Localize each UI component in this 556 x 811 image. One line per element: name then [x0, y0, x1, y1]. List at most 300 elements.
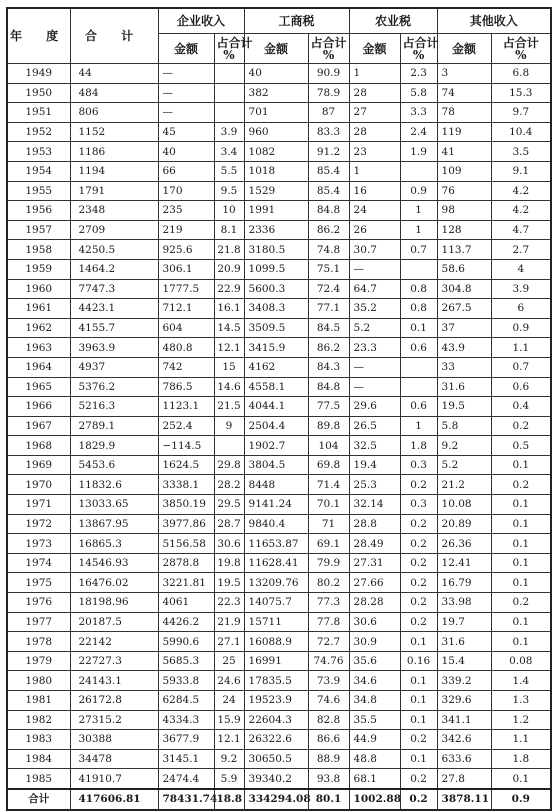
amount-cell: 34.8: [349, 691, 400, 711]
amount-cell: 219: [158, 220, 214, 240]
pct-cell: 4.2: [491, 181, 551, 201]
pct-cell: 15.3: [491, 83, 551, 103]
amount-cell: 30.7: [349, 240, 400, 260]
pct-cell: 21.8: [214, 240, 244, 260]
total-cell: 4155.7: [70, 318, 158, 338]
amount-cell: 19.7: [437, 612, 491, 632]
year-cell: 1980: [7, 671, 70, 691]
total-cell: 14546.93: [70, 553, 158, 573]
pct-cell: 1.2: [491, 710, 551, 730]
pct-subheader-line2: %: [223, 47, 235, 62]
total-cell: 5376.2: [70, 377, 158, 397]
pct-cell: 0.1: [400, 671, 437, 691]
amount-cell: 3850.19: [158, 495, 214, 515]
amount-cell: 76: [437, 181, 491, 201]
amount-cell: 64.7: [349, 279, 400, 299]
amount-cell: 2474.4: [158, 769, 214, 789]
amount-cell: 48.8: [349, 749, 400, 769]
amount-cell: 32.14: [349, 495, 400, 515]
amount-cell: 30.6: [349, 612, 400, 632]
table-row: [7, 318, 551, 338]
amount-cell: 11653.87: [244, 534, 308, 554]
table-row: [7, 730, 551, 750]
amount-cell: 29.6: [349, 397, 400, 417]
pct-cell: 10.4: [491, 122, 551, 142]
pct-cell: 0.2: [400, 514, 437, 534]
amount-cell: 19523.9: [244, 691, 308, 711]
revenue-table-container: [6, 7, 550, 811]
amount-cell: 304.8: [437, 279, 491, 299]
table-row: [7, 612, 551, 632]
amount-cell: 329.6: [437, 691, 491, 711]
amount-cell: 37: [437, 318, 491, 338]
pct-cell: 86.2: [308, 220, 349, 240]
pct-cell: 3.5: [491, 142, 551, 162]
table-row: [7, 181, 551, 201]
pct-cell: 2.7: [491, 240, 551, 260]
pct-cell: 1.3: [491, 691, 551, 711]
year-cell: 1959: [7, 259, 70, 279]
total-cell: 5216.3: [70, 397, 158, 417]
pct-cell: 89.8: [308, 416, 349, 436]
pct-cell: 90.9: [308, 64, 349, 84]
pct-cell: 72.7: [308, 632, 349, 652]
total-cell: 4423.1: [70, 299, 158, 319]
total-cell: 34478: [70, 749, 158, 769]
pct-cell: 86.2: [308, 338, 349, 358]
amount-cell: 35.2: [349, 299, 400, 319]
amount-cell: 30650.5: [244, 749, 308, 769]
pct-cell: 19.8: [214, 553, 244, 573]
amount-cell: 43.9: [437, 338, 491, 358]
year-cell: 1978: [7, 632, 70, 652]
amount-cell: 5.8: [437, 416, 491, 436]
group-header-other: 其他收入: [437, 8, 551, 34]
amount-cell: 28: [349, 122, 400, 142]
total-cell: 806: [70, 103, 158, 123]
pct-cell: 0.1: [491, 573, 551, 593]
pct-cell: 0.8: [400, 279, 437, 299]
pct-cell: 3.9: [214, 122, 244, 142]
table-row: [7, 142, 551, 162]
summary-amount-cell: 3878.11: [437, 789, 491, 810]
amount-cell: 66: [158, 161, 214, 181]
amount-cell: 41: [437, 142, 491, 162]
year-cell: 1972: [7, 514, 70, 534]
pct-subheader: [491, 34, 551, 64]
pct-cell: 9.5: [214, 181, 244, 201]
table-row: [7, 593, 551, 613]
table-row: [7, 534, 551, 554]
pct-cell: 84.3: [308, 357, 349, 377]
pct-cell: 0.6: [400, 338, 437, 358]
pct-cell: 0.1: [400, 318, 437, 338]
amount-cell: 17835.5: [244, 671, 308, 691]
amount-cell: 342.6: [437, 730, 491, 750]
pct-cell: 1.8: [491, 749, 551, 769]
pct-cell: 30.6: [214, 534, 244, 554]
year-cell: 1963: [7, 338, 70, 358]
amount-cell: 26.5: [349, 416, 400, 436]
amount-cell: 19.4: [349, 455, 400, 475]
pct-cell: 83.3: [308, 122, 349, 142]
header-row-groups: [7, 8, 551, 34]
table-row: [7, 103, 551, 123]
amount-subheader: 金额: [437, 34, 491, 64]
pct-cell: 0.2: [400, 475, 437, 495]
pct-cell: 4: [491, 259, 551, 279]
year-header: 年 度: [7, 8, 70, 64]
total-cell: 41910.7: [70, 769, 158, 789]
table-row: [7, 299, 551, 319]
amount-cell: 28.8: [349, 514, 400, 534]
amount-cell: 16088.9: [244, 632, 308, 652]
year-cell: 1950: [7, 83, 70, 103]
amount-cell: −114.5: [158, 436, 214, 456]
pct-cell: 5.5: [214, 161, 244, 181]
amount-cell: 1: [349, 64, 400, 84]
amount-cell: 339.2: [437, 671, 491, 691]
amount-cell: 23.3: [349, 338, 400, 358]
pct-cell: 5.8: [400, 83, 437, 103]
total-cell: 1186: [70, 142, 158, 162]
year-cell: 1985: [7, 769, 70, 789]
pct-subheader-line1: 占合计: [216, 35, 253, 50]
total-cell: 24143.1: [70, 671, 158, 691]
amount-cell: 5156.58: [158, 534, 214, 554]
amount-cell: 3338.1: [158, 475, 214, 495]
pct-cell: 3.3: [400, 103, 437, 123]
pct-cell: 1: [400, 416, 437, 436]
total-cell: 13867.95: [70, 514, 158, 534]
pct-cell: 69.8: [308, 455, 349, 475]
table-row: [7, 573, 551, 593]
year-cell: 1973: [7, 534, 70, 554]
amount-cell: 633.6: [437, 749, 491, 769]
pct-cell: 0.2: [491, 416, 551, 436]
pct-cell: 27.1: [214, 632, 244, 652]
amount-cell: 27: [349, 103, 400, 123]
pct-cell: 0.1: [491, 514, 551, 534]
pct-cell: 0.16: [400, 651, 437, 671]
amount-cell: 20.89: [437, 514, 491, 534]
amount-cell: 35.5: [349, 710, 400, 730]
pct-cell: 0.1: [491, 534, 551, 554]
pct-cell: 87: [308, 103, 349, 123]
amount-cell: 3408.3: [244, 299, 308, 319]
pct-cell: 22.9: [214, 279, 244, 299]
amount-cell: 26: [349, 220, 400, 240]
pct-cell: 74.6: [308, 691, 349, 711]
amount-cell: 40: [158, 142, 214, 162]
group-header-enterprise: 企业收入: [158, 8, 244, 34]
amount-cell: 15711: [244, 612, 308, 632]
total-cell: 2348: [70, 201, 158, 221]
pct-cell: 22.3: [214, 593, 244, 613]
table-row: [7, 710, 551, 730]
pct-cell: 24: [214, 691, 244, 711]
amount-cell: 16991: [244, 651, 308, 671]
table-row: [7, 436, 551, 456]
table-row: [7, 259, 551, 279]
pct-cell: 0.6: [400, 397, 437, 417]
pct-cell: 71: [308, 514, 349, 534]
pct-cell: 77.3: [308, 593, 349, 613]
pct-cell: 9.7: [491, 103, 551, 123]
table-row: [7, 397, 551, 417]
pct-cell: [400, 161, 437, 181]
summary-total-cell: 417606.81: [70, 789, 158, 810]
pct-cell: 9.1: [491, 161, 551, 181]
summary-row: [7, 789, 551, 810]
amount-cell: 58.6: [437, 259, 491, 279]
amount-cell: 1624.5: [158, 455, 214, 475]
pct-cell: 0.3: [400, 455, 437, 475]
pct-cell: [400, 259, 437, 279]
pct-cell: 0.7: [491, 357, 551, 377]
pct-cell: 1.1: [491, 338, 551, 358]
year-cell: 1982: [7, 710, 70, 730]
amount-cell: 74: [437, 83, 491, 103]
total-cell: 44: [70, 64, 158, 84]
table-row: [7, 455, 551, 475]
total-cell: 22142: [70, 632, 158, 652]
pct-cell: 0.08: [491, 651, 551, 671]
summary-amount-cell: 334294.08: [244, 789, 308, 810]
amount-cell: 1082: [244, 142, 308, 162]
amount-cell: —: [349, 259, 400, 279]
pct-cell: 72.4: [308, 279, 349, 299]
amount-cell: 14075.7: [244, 593, 308, 613]
pct-cell: 91.2: [308, 142, 349, 162]
pct-cell: 0.2: [400, 593, 437, 613]
pct-cell: 70.1: [308, 495, 349, 515]
amount-cell: 21.2: [437, 475, 491, 495]
amount-cell: 5.2: [437, 455, 491, 475]
amount-cell: 44.9: [349, 730, 400, 750]
amount-cell: 113.7: [437, 240, 491, 260]
pct-cell: 0.2: [400, 553, 437, 573]
pct-cell: 6: [491, 299, 551, 319]
pct-cell: 0.1: [400, 632, 437, 652]
pct-subheader: [400, 34, 437, 64]
summary-amount-cell: 78431.74: [158, 789, 214, 810]
amount-cell: 1018: [244, 161, 308, 181]
amount-cell: 3677.9: [158, 730, 214, 750]
year-cell: 1957: [7, 220, 70, 240]
total-cell: 13033.65: [70, 495, 158, 515]
amount-cell: 2336: [244, 220, 308, 240]
table-row: [7, 377, 551, 397]
pct-cell: 0.1: [491, 553, 551, 573]
amount-cell: 31.6: [437, 632, 491, 652]
amount-cell: 170: [158, 181, 214, 201]
amount-cell: 33.98: [437, 593, 491, 613]
amount-cell: 1123.1: [158, 397, 214, 417]
amount-cell: 27.66: [349, 573, 400, 593]
amount-cell: 13209.76: [244, 573, 308, 593]
table-row: [7, 122, 551, 142]
pct-cell: 85.4: [308, 161, 349, 181]
amount-cell: —: [349, 357, 400, 377]
pct-cell: 9: [214, 416, 244, 436]
pct-cell: 1.1: [491, 730, 551, 750]
amount-cell: 925.6: [158, 240, 214, 260]
amount-cell: —: [349, 377, 400, 397]
pct-cell: 10: [214, 201, 244, 221]
pct-cell: 16.1: [214, 299, 244, 319]
amount-cell: 3180.5: [244, 240, 308, 260]
pct-cell: 28.2: [214, 475, 244, 495]
year-cell: 1971: [7, 495, 70, 515]
year-cell: 1977: [7, 612, 70, 632]
pct-cell: 77.1: [308, 299, 349, 319]
table-row: [7, 514, 551, 534]
amount-cell: 960: [244, 122, 308, 142]
amount-cell: 119: [437, 122, 491, 142]
year-cell: 1974: [7, 553, 70, 573]
year-cell: 1949: [7, 64, 70, 84]
amount-cell: 1991: [244, 201, 308, 221]
year-cell: 1964: [7, 357, 70, 377]
total-cell: 30388: [70, 730, 158, 750]
pct-subheader: [308, 34, 349, 64]
amount-cell: 15.4: [437, 651, 491, 671]
amount-cell: 5685.3: [158, 651, 214, 671]
total-cell: 484: [70, 83, 158, 103]
amount-cell: 26322.6: [244, 730, 308, 750]
amount-cell: 4334.3: [158, 710, 214, 730]
total-cell: 7747.3: [70, 279, 158, 299]
year-cell: 1951: [7, 103, 70, 123]
year-cell: 1983: [7, 730, 70, 750]
pct-cell: 6.8: [491, 64, 551, 84]
table-row: [7, 201, 551, 221]
total-cell: 2709: [70, 220, 158, 240]
amount-cell: 4162: [244, 357, 308, 377]
amount-cell: 3: [437, 64, 491, 84]
amount-cell: 32.5: [349, 436, 400, 456]
pct-subheader: [214, 34, 253, 64]
amount-cell: 8448: [244, 475, 308, 495]
table-row: [7, 161, 551, 181]
amount-cell: —: [158, 83, 214, 103]
amount-cell: 2878.8: [158, 553, 214, 573]
year-cell: 1984: [7, 749, 70, 769]
pct-cell: 82.8: [308, 710, 349, 730]
pct-cell: [214, 436, 244, 456]
year-cell: 1966: [7, 397, 70, 417]
pct-cell: 15: [214, 357, 244, 377]
amount-cell: 5.2: [349, 318, 400, 338]
amount-cell: 1529: [244, 181, 308, 201]
pct-cell: 21.9: [214, 612, 244, 632]
total-cell: 1194: [70, 161, 158, 181]
amount-cell: 22604.3: [244, 710, 308, 730]
pct-cell: 1.4: [491, 671, 551, 691]
amount-cell: 701: [244, 103, 308, 123]
year-cell: 1979: [7, 651, 70, 671]
amount-cell: 39340.2: [244, 769, 308, 789]
pct-cell: [214, 83, 244, 103]
pct-subheader-line1: 占合计: [310, 35, 347, 50]
pct-cell: [400, 357, 437, 377]
amount-cell: 480.8: [158, 338, 214, 358]
amount-cell: 27.31: [349, 553, 400, 573]
pct-cell: 84.5: [308, 318, 349, 338]
group-header-agricultural-tax: 农业税: [349, 8, 437, 34]
amount-cell: 2504.4: [244, 416, 308, 436]
amount-cell: 712.1: [158, 299, 214, 319]
year-cell: 1956: [7, 201, 70, 221]
pct-cell: 0.2: [491, 593, 551, 613]
amount-cell: 382: [244, 83, 308, 103]
table-row: [7, 553, 551, 573]
total-cell: 11832.6: [70, 475, 158, 495]
pct-cell: 1: [400, 220, 437, 240]
pct-cell: 0.9: [491, 318, 551, 338]
pct-cell: 79.9: [308, 553, 349, 573]
amount-cell: 3415.9: [244, 338, 308, 358]
year-cell: 1976: [7, 593, 70, 613]
amount-cell: 604: [158, 318, 214, 338]
pct-cell: 0.7: [400, 240, 437, 260]
year-cell: 1960: [7, 279, 70, 299]
table-row: [7, 338, 551, 358]
amount-cell: 68.1: [349, 769, 400, 789]
pct-cell: [214, 64, 244, 84]
total-cell: 16476.02: [70, 573, 158, 593]
table-row: [7, 240, 551, 260]
total-cell: 18198.96: [70, 593, 158, 613]
pct-cell: 21.5: [214, 397, 244, 417]
pct-cell: [400, 377, 437, 397]
amount-cell: 78: [437, 103, 491, 123]
pct-cell: 0.2: [400, 573, 437, 593]
table-row: [7, 769, 551, 789]
amount-cell: 3509.5: [244, 318, 308, 338]
amount-cell: 4044.1: [244, 397, 308, 417]
pct-cell: 2.3: [400, 64, 437, 84]
table-row: [7, 495, 551, 515]
amount-cell: 5600.3: [244, 279, 308, 299]
pct-cell: 9.2: [214, 749, 244, 769]
year-cell: 1969: [7, 455, 70, 475]
pct-cell: 29.8: [214, 455, 244, 475]
amount-cell: 1902.7: [244, 436, 308, 456]
table-row: [7, 632, 551, 652]
amount-cell: 45: [158, 122, 214, 142]
pct-cell: 0.2: [400, 769, 437, 789]
amount-cell: 5990.6: [158, 632, 214, 652]
pct-cell: 29.5: [214, 495, 244, 515]
pct-cell: 12.1: [214, 338, 244, 358]
pct-cell: 80.2: [308, 573, 349, 593]
total-header: 合 计: [70, 8, 158, 64]
amount-cell: 9.2: [437, 436, 491, 456]
pct-cell: 24.6: [214, 671, 244, 691]
pct-cell: 3.4: [214, 142, 244, 162]
summary-pct-cell: 18.8: [214, 789, 244, 810]
table-row: [7, 416, 551, 436]
amount-cell: 128: [437, 220, 491, 240]
pct-cell: 14.6: [214, 377, 244, 397]
pct-subheader-line1: 占合计: [402, 35, 439, 50]
amount-cell: 4426.2: [158, 612, 214, 632]
total-cell: 1829.9: [70, 436, 158, 456]
pct-cell: 0.8: [400, 299, 437, 319]
pct-cell: 0.1: [491, 495, 551, 515]
